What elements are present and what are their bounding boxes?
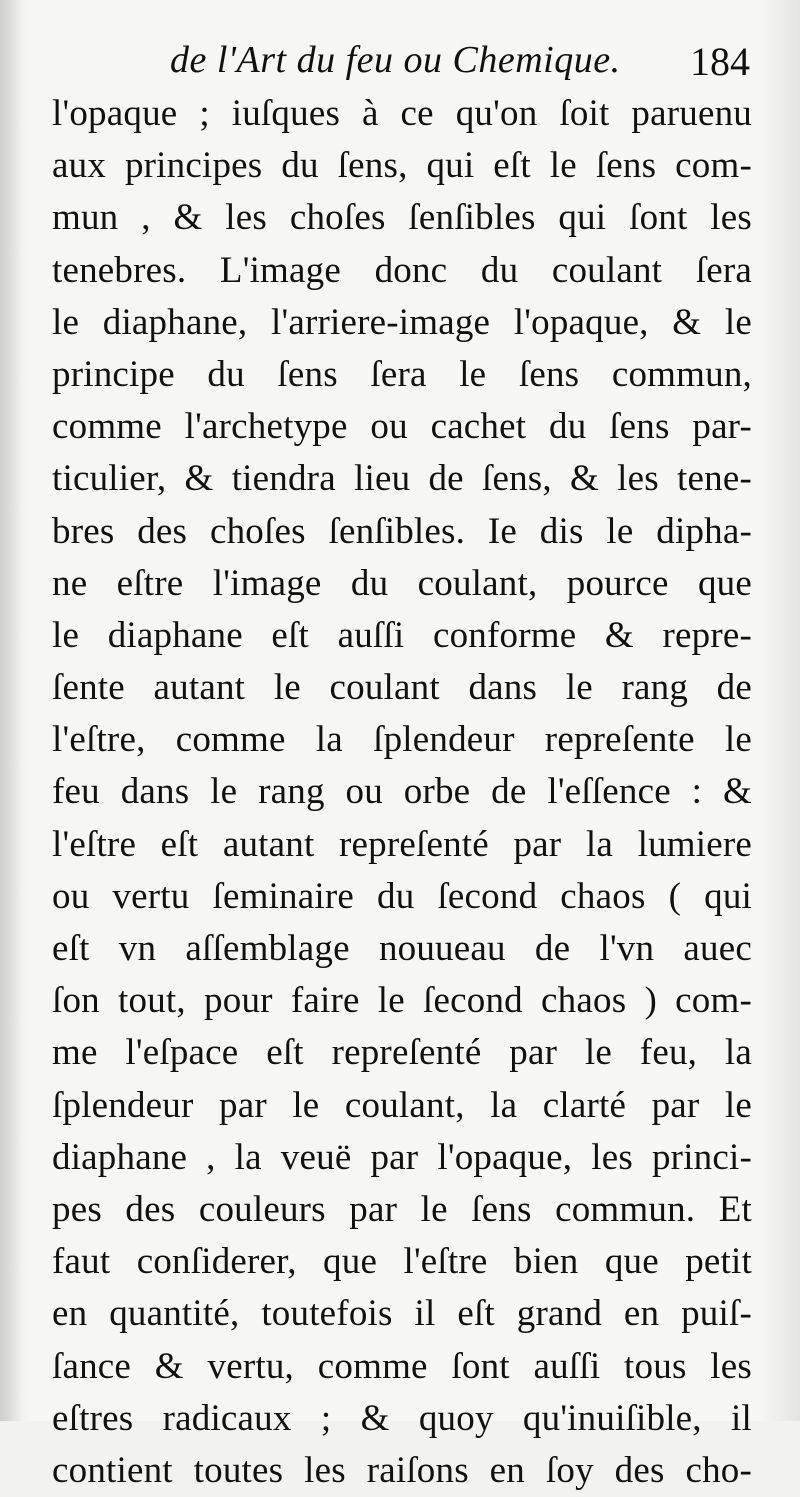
text-line: tenebres. L'image donc du coulant ſera bbox=[52, 249, 752, 291]
text-line: eſtres radicaux ; & quoy qu'inuiſible, il bbox=[52, 1397, 752, 1439]
text-line: ne eſtre l'image du coulant, pource que bbox=[52, 562, 752, 604]
text-line: mun , & les choſes ſenſibles qui ſont les bbox=[52, 197, 752, 239]
running-title: de l'Art du feu ou Chemique. bbox=[170, 39, 621, 81]
text-line: eſt vn aſſemblage nouueau de l'vn auec bbox=[52, 928, 752, 969]
text-line: ſance & vertu, comme ſont auſſi tous les bbox=[52, 1345, 752, 1387]
text-line: diaphane , la veuë par l'opaque, les princi- bbox=[52, 1136, 752, 1178]
text-line: l'eſtre eſt autant repreſenté par la lumiere bbox=[52, 823, 752, 865]
text-line: ſon tout, pour faire le ſecond chaos ) com- bbox=[52, 980, 752, 1022]
text-line: feu dans le rang ou orbe de l'eſſence : & bbox=[52, 771, 752, 813]
text-line: l'eſtre, comme la ſplendeur repreſente le bbox=[52, 719, 752, 761]
text-line: en quantité, toutefois il eſt grand en puiſ- bbox=[52, 1293, 752, 1335]
text-line: ſente autant le coulant dans le rang de bbox=[52, 667, 752, 709]
text-line: ou vertu ſeminaire du ſecond chaos ( qui bbox=[52, 875, 752, 917]
page-number: 184 bbox=[690, 39, 750, 84]
text-line: bres des choſes ſenſibles. Ie dis le dipha- bbox=[52, 510, 752, 552]
text-line: ticulier, & tiendra lieu de ſens, & les tene- bbox=[52, 458, 752, 500]
page-gutter-shadow bbox=[0, 0, 22, 1421]
text-line: contient toutes les raiſons en ſoy des cho- bbox=[52, 1449, 752, 1491]
body-text bbox=[52, 88, 752, 1497]
text-line: aux principes du ſens, qui eſt le ſens com- bbox=[52, 145, 752, 187]
text-line: le diaphane eſt auſſi conforme & repre- bbox=[52, 614, 752, 656]
text-line: me l'eſpace eſt repreſenté par le feu, la bbox=[52, 1032, 752, 1074]
text-line: le diaphane, l'arriere-image l'opaque, & le bbox=[52, 301, 752, 343]
text-line: ſplendeur par le coulant, la clarté par le bbox=[52, 1084, 752, 1126]
text-line: l'opaque ; iuſques à ce qu'on ſoit paruenu bbox=[52, 93, 752, 134]
text-line: principe du ſens ſera le ſens commun, bbox=[52, 353, 752, 395]
text-line: faut conſiderer, que l'eſtre bien que petit bbox=[52, 1241, 752, 1283]
text-line: comme l'archetype ou cachet du ſens par- bbox=[52, 406, 752, 448]
page-header bbox=[170, 38, 750, 94]
text-line: pes des couleurs par le ſens commun. Et bbox=[52, 1188, 752, 1230]
